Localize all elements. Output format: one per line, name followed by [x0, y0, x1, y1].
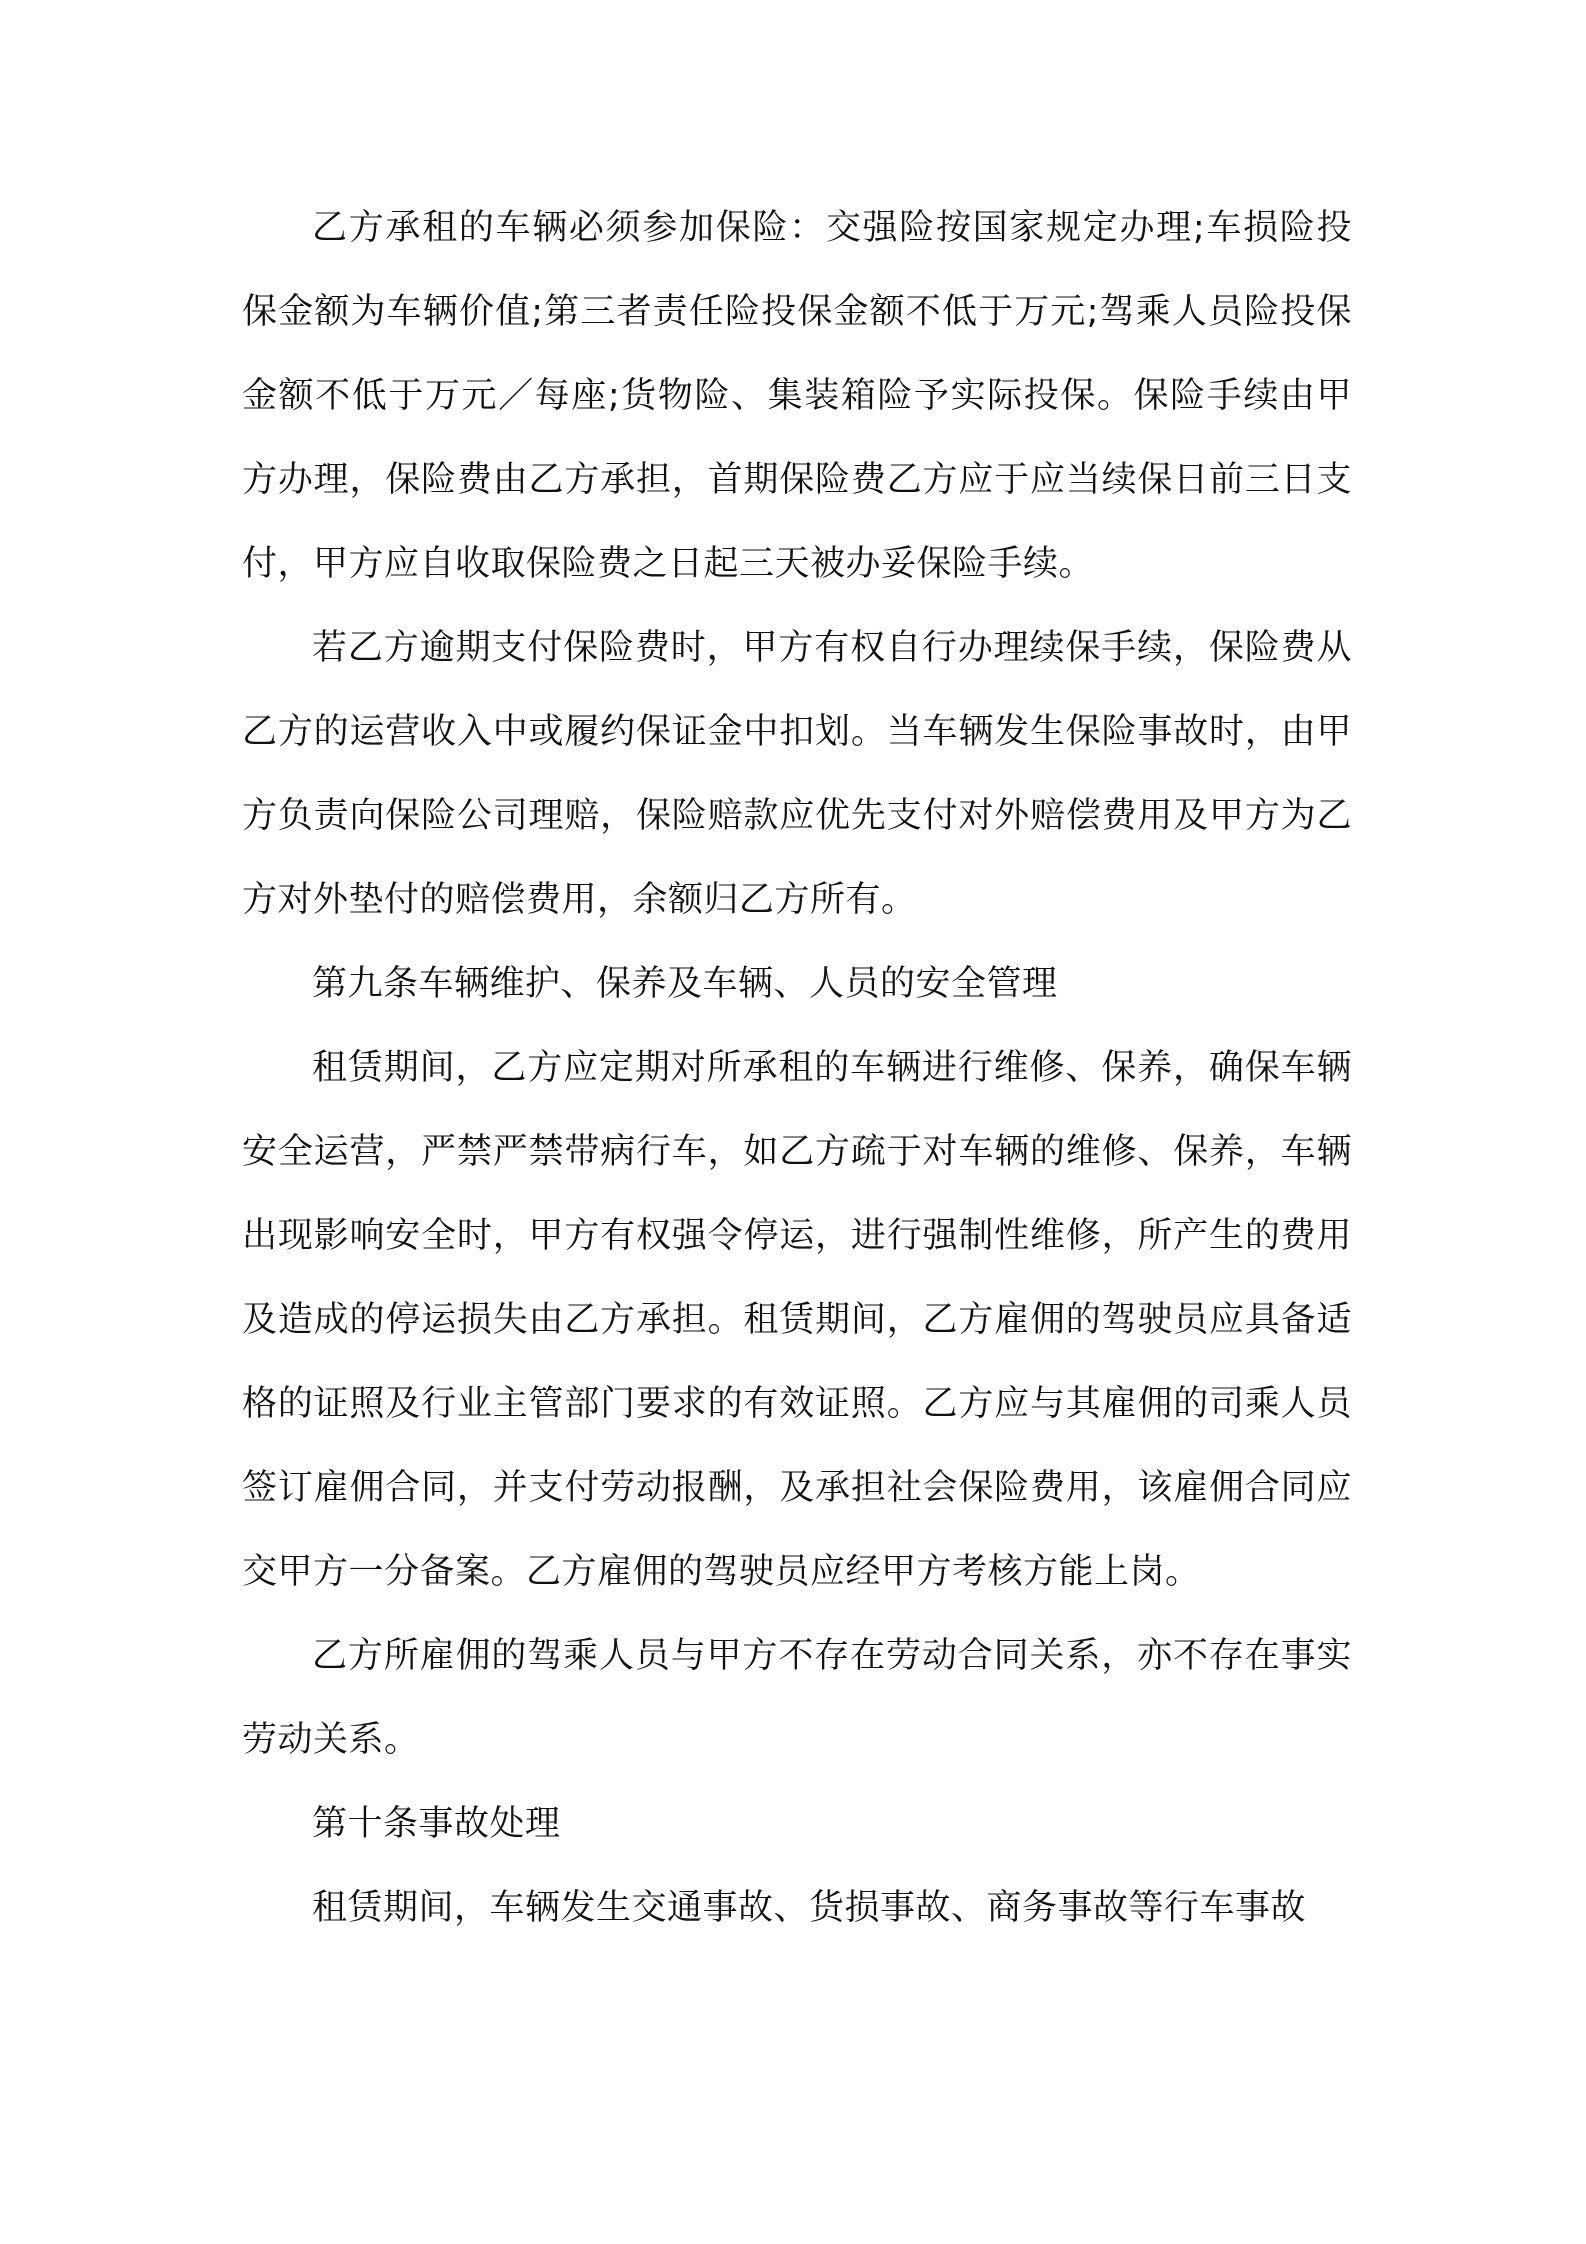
paragraph-accident-handling: 租赁期间，车辆发生交通事故、货损事故、商务事故等行车事故 [312, 1888, 1307, 1928]
paragraph-employment-relation: 乙方所雇佣的驾乘人员与甲方不存在劳动合同关系，亦不存在事实劳动关系。 [242, 1636, 1352, 1760]
section-heading-article-10: 第十条事故处理 [312, 1804, 561, 1844]
paragraph-maintenance-safety: 租赁期间，乙方应定期对所承租的车辆进行维修、保养，确保车辆安全运营，严禁严禁带病行车，如乙方疏于对车辆的维修、保养，车辆出现影响安全时，甲方有权强令停运，进行强制性维修，所产生的费用及造成的停运损失由乙方承担。租赁期间，乙方雇佣的驾驶员应具备适格的证照及行业主管部门要求的有效证照。乙方应与其雇佣的司乘人员签订雇佣合同，并支付劳动报酬，及承担社会保险费用，该雇佣合同应交甲方一分备案。乙方雇佣的驾驶员应经甲方考核方能上岗。 [242, 1048, 1352, 1592]
document-body [242, 186, 1352, 1950]
paragraph-overdue-insurance: 若乙方逾期支付保险费时，甲方有权自行办理续保手续，保险费从乙方的运营收入中或履约保证金中扣划。当车辆发生保险事故时，由甲方负责向保险公司理赔，保险赔款应优先支付对外赔偿费用及甲方为乙方对外垫付的赔偿费用，余额归乙方所有。 [242, 628, 1352, 920]
section-heading-article-9: 第九条车辆维护、保养及车辆、人员的安全管理 [312, 964, 1058, 1004]
paragraph-insurance-requirements: 乙方承租的车辆必须参加保险：交强险按国家规定办理;车损险投保金额为车辆价值;第三者责任险投保金额不低于万元;驾乘人员险投保金额不低于万元／每座;货物险、集装箱险予实际投保。保险手续由甲方办理，保险费由乙方承担，首期保险费乙方应于应当续保日前三日支付，甲方应自收取保险费之日起三天被办妥保险手续。 [242, 208, 1352, 584]
